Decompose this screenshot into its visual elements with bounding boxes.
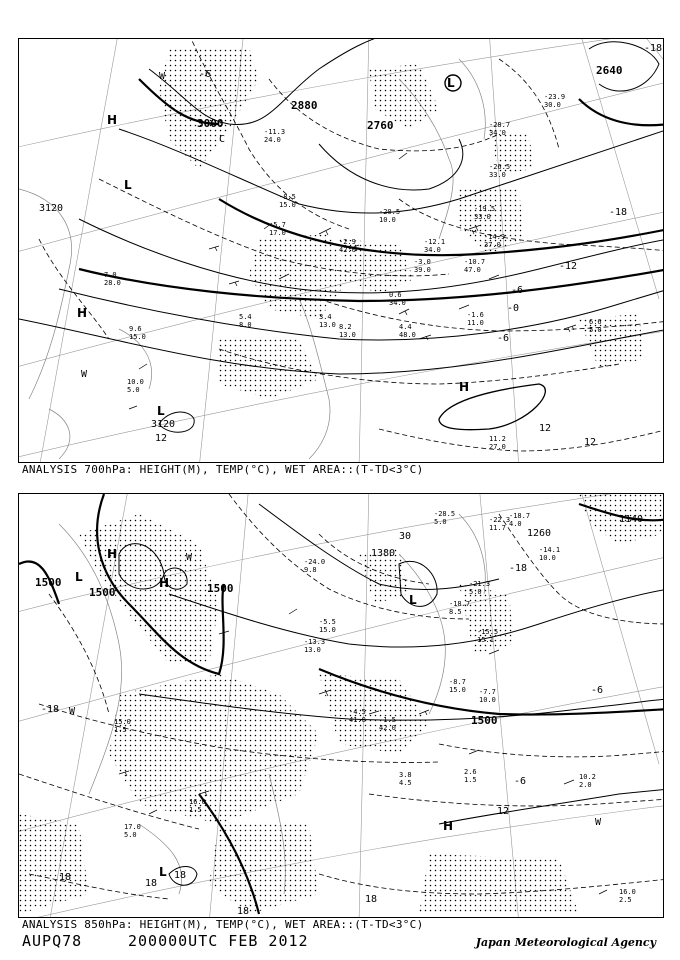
station-dewpoint-depression: 10.0 xyxy=(379,216,396,224)
station-temp: -12.1 xyxy=(424,238,446,246)
station-temp: -7.7 xyxy=(479,688,496,696)
station-dewpoint-depression: 10.0 xyxy=(479,696,496,704)
height-label: 1260 xyxy=(527,528,552,539)
map-panel-700hpa xyxy=(18,38,664,463)
station-dewpoint-depression: 13.0 xyxy=(319,321,336,329)
pressure-center: H xyxy=(159,576,170,590)
height-label: 1500 xyxy=(207,582,234,595)
station-temp: 0.6 xyxy=(389,291,402,299)
station-dewpoint-depression: 48.0 xyxy=(399,331,416,339)
station-dewpoint-depression: 4.5 xyxy=(399,779,412,787)
station-dewpoint-depression: 2.0 xyxy=(579,781,592,789)
station-temp: 11.2 xyxy=(489,435,506,443)
station-dewpoint-depression: 11.0 xyxy=(467,319,484,327)
station-dewpoint-depression: 1.5 xyxy=(114,726,127,734)
temp-label: 12 xyxy=(539,423,552,434)
station-temp: 9.6 xyxy=(129,325,142,333)
height-label: 1500 xyxy=(35,576,62,589)
station-dewpoint-depression: 10.0 xyxy=(539,554,556,562)
pressure-center: W xyxy=(186,552,193,563)
temp-label: 18 xyxy=(145,878,158,889)
station-temp: -3.0 xyxy=(414,258,431,266)
pressure-center: H xyxy=(459,380,470,394)
temp-label: -6 xyxy=(497,333,510,344)
pressure-center: L xyxy=(124,178,132,192)
station-temp: -23.9 xyxy=(544,93,566,101)
pressure-center: W xyxy=(81,369,88,380)
height-label: 2760 xyxy=(367,119,394,132)
station-temp: -10.7 xyxy=(464,258,486,266)
temp-label: -18 xyxy=(644,43,663,54)
station-dewpoint-depression: 33.0 xyxy=(474,213,491,221)
station-temp: -5.7 xyxy=(269,221,286,229)
temp-label: 18 xyxy=(174,870,187,881)
height-label: 1140 xyxy=(619,514,644,525)
station-temp: -1.6 xyxy=(467,311,484,319)
station-temp: -8.7 xyxy=(449,678,466,686)
map-850hpa-svg xyxy=(19,494,663,917)
station-temp: 17.0 xyxy=(124,823,141,831)
station-dewpoint-depression: 39.0 xyxy=(414,266,431,274)
station-dewpoint-depression: 8.5 xyxy=(449,608,462,616)
temp-label: -6 xyxy=(514,776,527,787)
station-temp: -5.5 xyxy=(319,618,336,626)
station-dewpoint-depression: 33.0 xyxy=(489,171,506,179)
temp-label: -6 xyxy=(199,69,212,80)
station-dewpoint-depression: 15.0 xyxy=(279,201,296,209)
station-temp: -8.5 xyxy=(279,193,296,201)
station-dewpoint-depression: 5.0 xyxy=(469,588,482,596)
station-dewpoint-depression: 1.5 xyxy=(464,776,477,784)
station-temp: -18.7 xyxy=(449,600,471,608)
pressure-center: L xyxy=(409,593,417,607)
station-temp: -24.0 xyxy=(304,558,326,566)
pressure-center: L xyxy=(159,865,167,879)
map-panel-850hpa xyxy=(18,493,664,918)
caption-700hpa: ANALYSIS 700hPa: HEIGHT(M), TEMP(°C), WET AREA::(T-TD<3°C) xyxy=(22,463,424,476)
station-dewpoint-depression: 17.0 xyxy=(269,229,286,237)
station-temp: 3.8 xyxy=(399,771,412,779)
station-temp: -14.1 xyxy=(539,546,561,554)
station-dewpoint-depression: 13.0 xyxy=(339,331,356,339)
height-label: 1500 xyxy=(89,586,116,599)
height-label: 2880 xyxy=(291,99,318,112)
station-temp: -13.3 xyxy=(304,638,326,646)
temp-label: -18 xyxy=(41,704,60,715)
station-temp: 10.2 xyxy=(579,773,596,781)
pressure-center: H xyxy=(443,819,454,833)
station-dewpoint-depression: 24.0 xyxy=(264,136,281,144)
station-temp: -20.5 xyxy=(379,208,401,216)
valid-time: 200000UTC FEB 2012 xyxy=(128,932,309,950)
station-temp: -22.3 xyxy=(489,516,511,524)
pressure-center: L xyxy=(447,76,455,90)
temp-label: 12 xyxy=(155,433,168,444)
station-dewpoint-depression: 37.0 xyxy=(484,241,501,249)
temp-label: -18 xyxy=(509,563,528,574)
station-temp: -21.3 xyxy=(469,580,491,588)
station-dewpoint-depression: 5.0 xyxy=(434,518,447,526)
station-temp: -2.9 xyxy=(339,238,356,246)
station-dewpoint-depression: 27.0 xyxy=(489,443,506,451)
caption-850hpa: ANALYSIS 850hPa: HEIGHT(M), TEMP(°C), WET AREA::(T-TD<3°C) xyxy=(22,918,424,931)
station-dewpoint-depression: 5.0 xyxy=(589,326,602,334)
station-temp: -4.5 xyxy=(349,708,366,716)
agency-name: Japan Meteorological Agency xyxy=(475,936,656,949)
station-temp: -18.7 xyxy=(509,512,531,520)
station-dewpoint-depression: 15.0 xyxy=(449,686,466,694)
temp-label: 12 xyxy=(584,437,597,448)
station-temp: -28.7 xyxy=(489,121,511,129)
pressure-center: H xyxy=(107,547,118,561)
station-dewpoint-depression: 15.0 xyxy=(319,626,336,634)
station-temp: 8.2 xyxy=(339,323,352,331)
temp-label: 30 xyxy=(399,531,412,542)
pressure-center: C xyxy=(219,134,226,145)
station-temp: -14.9 xyxy=(484,233,506,241)
station-temp: 7.0 xyxy=(104,271,117,279)
pressure-center: W xyxy=(595,817,602,828)
height-label: 3120 xyxy=(151,419,176,430)
station-dewpoint-depression: 2.5 xyxy=(619,896,632,904)
station-dewpoint-depression: 5.0 xyxy=(127,386,140,394)
pressure-center: H xyxy=(77,306,88,320)
station-dewpoint-depression: 34.0 xyxy=(489,129,506,137)
station-temp: -1.5 xyxy=(379,716,396,724)
temp-label: 18 xyxy=(237,906,250,917)
station-dewpoint-depression: 30.0 xyxy=(544,101,561,109)
station-dewpoint-depression: 11.7 xyxy=(489,524,506,532)
station-dewpoint-depression: 13.0 xyxy=(304,646,321,654)
station-dewpoint-depression: 34.0 xyxy=(389,299,406,307)
height-label: 2640 xyxy=(596,64,623,77)
station-dewpoint-depression: 15.1 xyxy=(477,636,494,644)
pressure-center: L xyxy=(75,570,83,584)
station-dewpoint-depression: 5.0 xyxy=(124,831,137,839)
station-temp: -19.5 xyxy=(474,205,496,213)
station-temp: 16.0 xyxy=(619,888,636,896)
station-dewpoint-depression: 41.0 xyxy=(349,716,366,724)
station-temp: 16.0 xyxy=(189,798,206,806)
pressure-center: H xyxy=(107,113,118,127)
height-label: 1500 xyxy=(471,714,498,727)
station-temp: -28.5 xyxy=(434,510,456,518)
station-dewpoint-depression: 28.0 xyxy=(104,279,121,287)
station-temp: 6.6 xyxy=(589,318,602,326)
station-temp: 10.0 xyxy=(127,378,144,386)
station-dewpoint-depression: 9.8 xyxy=(304,566,317,574)
station-temp: -26.5 xyxy=(489,163,511,171)
height-contours xyxy=(19,39,663,432)
pressure-center: W xyxy=(159,71,166,82)
station-temp: 2.6 xyxy=(464,768,477,776)
station-temp: -15.5 xyxy=(477,628,499,636)
station-temp: -11.3 xyxy=(264,128,286,136)
station-dewpoint-depression: 34.0 xyxy=(424,246,441,254)
temp-label: 18 xyxy=(365,894,378,905)
pressure-center: L xyxy=(157,404,165,418)
temp-label: -18 xyxy=(609,207,628,218)
temp-label: -6 xyxy=(591,685,604,696)
temp-label: -12 xyxy=(559,261,578,272)
station-dewpoint-depression: 47.0 xyxy=(464,266,481,274)
map-700hpa-svg xyxy=(19,39,663,462)
pressure-center: W xyxy=(69,706,76,717)
station-dewpoint-depression: 8.0 xyxy=(239,321,252,329)
station-dewpoint-depression: 42.0 xyxy=(339,246,356,254)
station-temp: 4.4 xyxy=(399,323,412,331)
height-label: 1380 xyxy=(371,548,396,559)
temp-label: 12 xyxy=(497,806,510,817)
station-dewpoint-depression: 15.0 xyxy=(129,333,146,341)
station-temp: 3.4 xyxy=(319,313,332,321)
height-label: 3000 xyxy=(197,117,224,130)
temp-label: 18 xyxy=(59,872,72,883)
station-temp: 15.0 xyxy=(114,718,131,726)
station-dewpoint-depression: 4.0 xyxy=(509,520,522,528)
temp-label: -0 xyxy=(507,303,520,314)
station-dewpoint-depression: 1.5 xyxy=(189,806,202,814)
chart-code: AUPQ78 xyxy=(22,932,83,950)
station-temp: 5.4 xyxy=(239,313,252,321)
height-label: 3120 xyxy=(39,203,64,214)
temp-label: -6 xyxy=(511,285,524,296)
station-dewpoint-depression: 42.0 xyxy=(379,724,396,732)
